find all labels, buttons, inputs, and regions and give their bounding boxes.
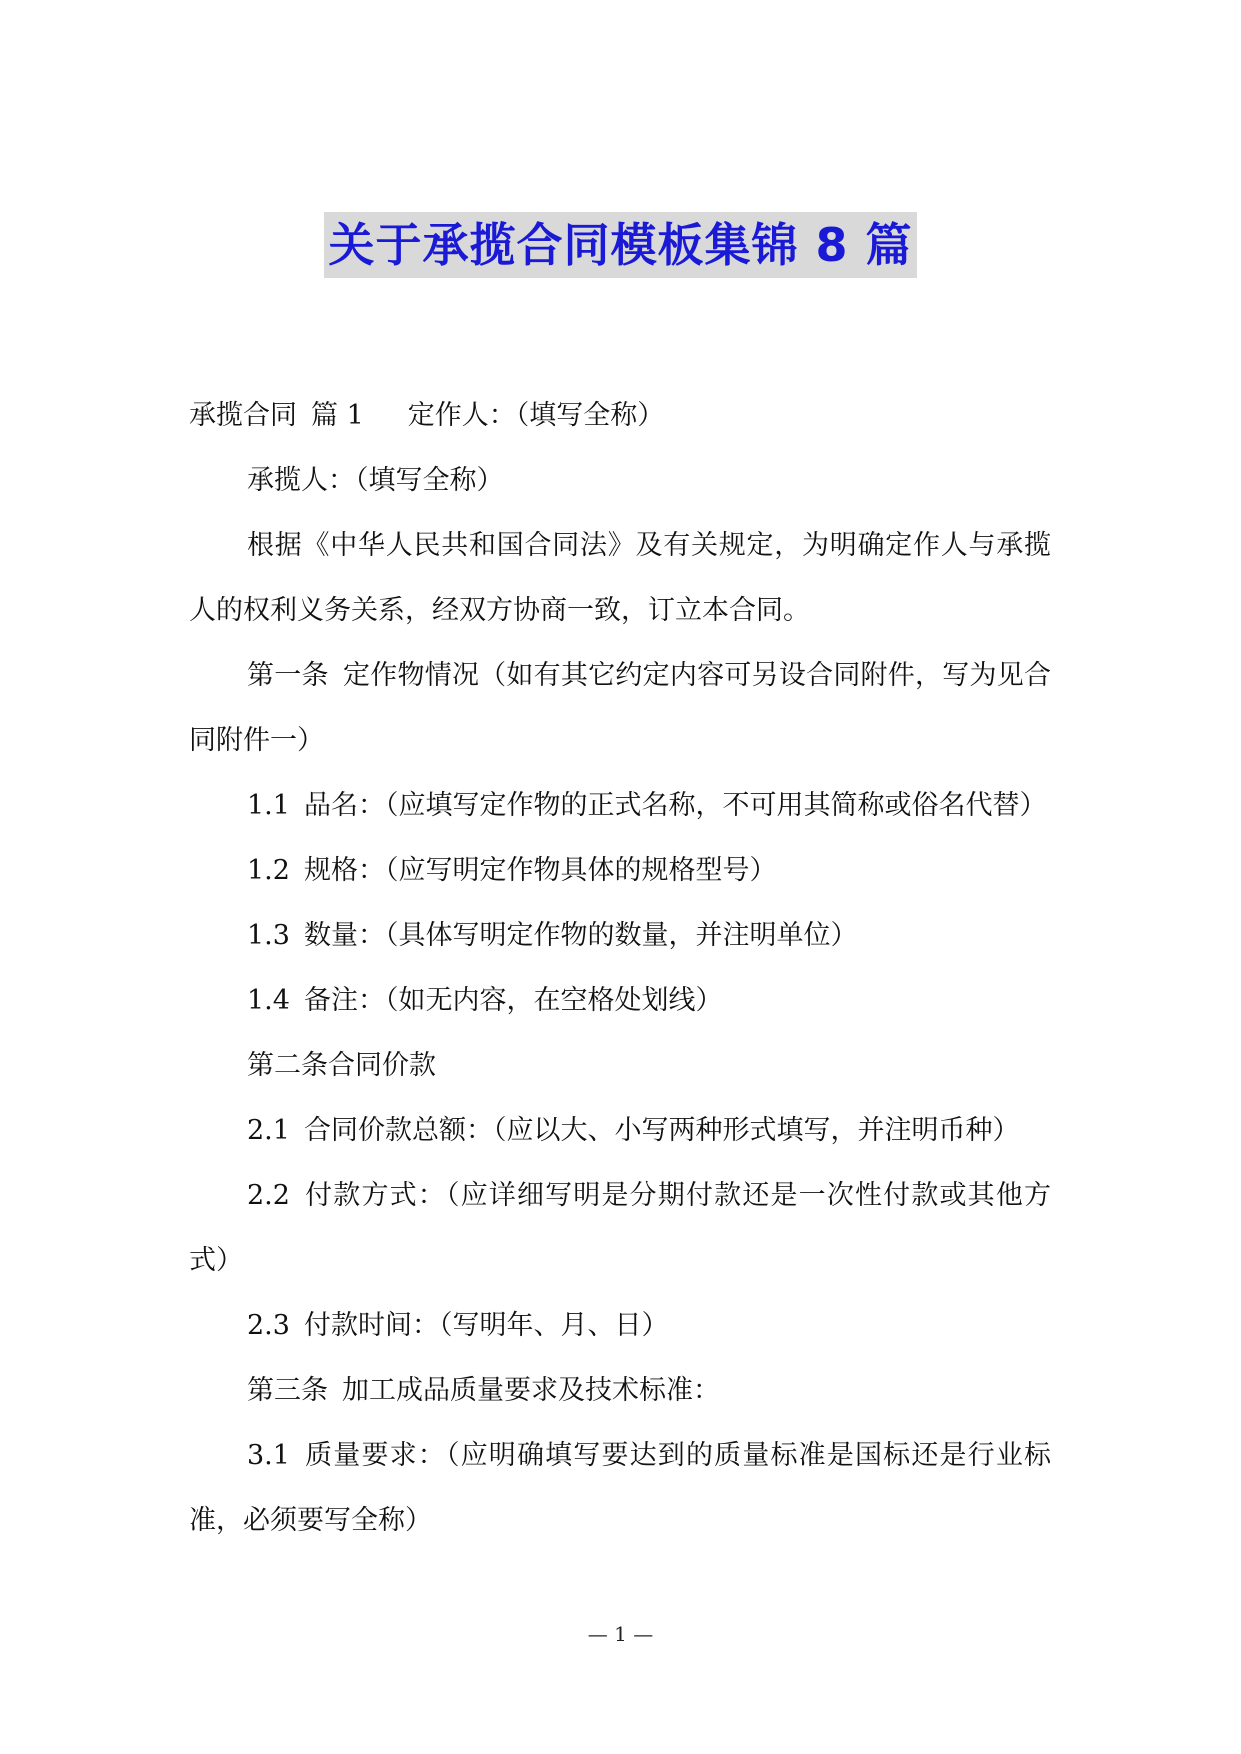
chapter-label: 篇 1 [311, 400, 364, 431]
document-title: 关于承揽合同模板集锦 8 篇 [324, 212, 916, 278]
article-number: 第三条 [247, 1375, 328, 1406]
paragraph-article-2: 第二条合同价款 [247, 1050, 436, 1081]
paragraph-preamble: 根据《中华人民共和国合同法》及有关规定，为明确定作人与承揽人的权利义务关系，经双方协商一致，订立本合同。 [189, 530, 1051, 626]
paragraph-contractor: 承揽人：（填写全称） [247, 465, 504, 496]
paragraph-3-1 [189, 1423, 1051, 1553]
article-number: 第一条 [247, 660, 329, 691]
paragraph-2-2 [189, 1163, 1051, 1293]
paragraph-2-3 [189, 1293, 1051, 1358]
paragraph-1-2 [189, 838, 1051, 903]
clause-number: 1.1 [247, 790, 290, 821]
paragraph-1-4 [189, 968, 1051, 1033]
clause-number: 3.1 [247, 1440, 290, 1471]
paragraph-1-1 [189, 773, 1051, 838]
clause-text: 规格：（应写明定作物具体的规格型号） [303, 855, 777, 886]
paragraph-2-1 [189, 1098, 1051, 1163]
clause-number: 1.4 [247, 985, 290, 1016]
clause-text: 品名：（应填写定作物的正式名称，不可用其简称或俗名代替） [303, 790, 1047, 821]
orderer-line: 定作人：（填写全称） [407, 400, 665, 431]
paragraph-article-3 [189, 1358, 1051, 1423]
page-number: — 1 — [587, 1622, 654, 1646]
document-body [189, 383, 1051, 1553]
clause-number: 1.3 [247, 920, 290, 951]
clause-number: 1.2 [247, 855, 290, 886]
title-container [0, 212, 1241, 278]
clause-number: 2.2 [247, 1180, 290, 1211]
clause-text: 备注：（如无内容，在空格处划线） [303, 985, 723, 1016]
paragraph-article-1 [189, 643, 1051, 773]
clause-text: 数量：（具体写明定作物的数量，并注明单位） [303, 920, 858, 951]
clause-text: 合同价款总额：（应以大、小写两种形式填写，并注明币种） [303, 1115, 1020, 1146]
clause-text: 付款方式：（应详细写明是分期付款还是一次性付款或其他方式） [189, 1180, 1051, 1276]
clause-number: 2.3 [247, 1310, 290, 1341]
clause-number: 2.1 [247, 1115, 290, 1146]
clause-text: 付款时间：（写明年、月、日） [303, 1310, 669, 1341]
article-text: 加工成品质量要求及技术标准： [342, 1375, 720, 1406]
article-text: 定作物情况（如有其它约定内容可另设合同附件，写为见合同附件一） [189, 660, 1052, 756]
clause-text: 质量要求：（应明确填写要达到的质量标准是国标还是行业标准，必须要写全称） [189, 1440, 1051, 1536]
paragraph-1-3 [189, 903, 1051, 968]
contract-label: 承揽合同 [189, 400, 297, 431]
paragraph-heading-party [189, 383, 1051, 448]
